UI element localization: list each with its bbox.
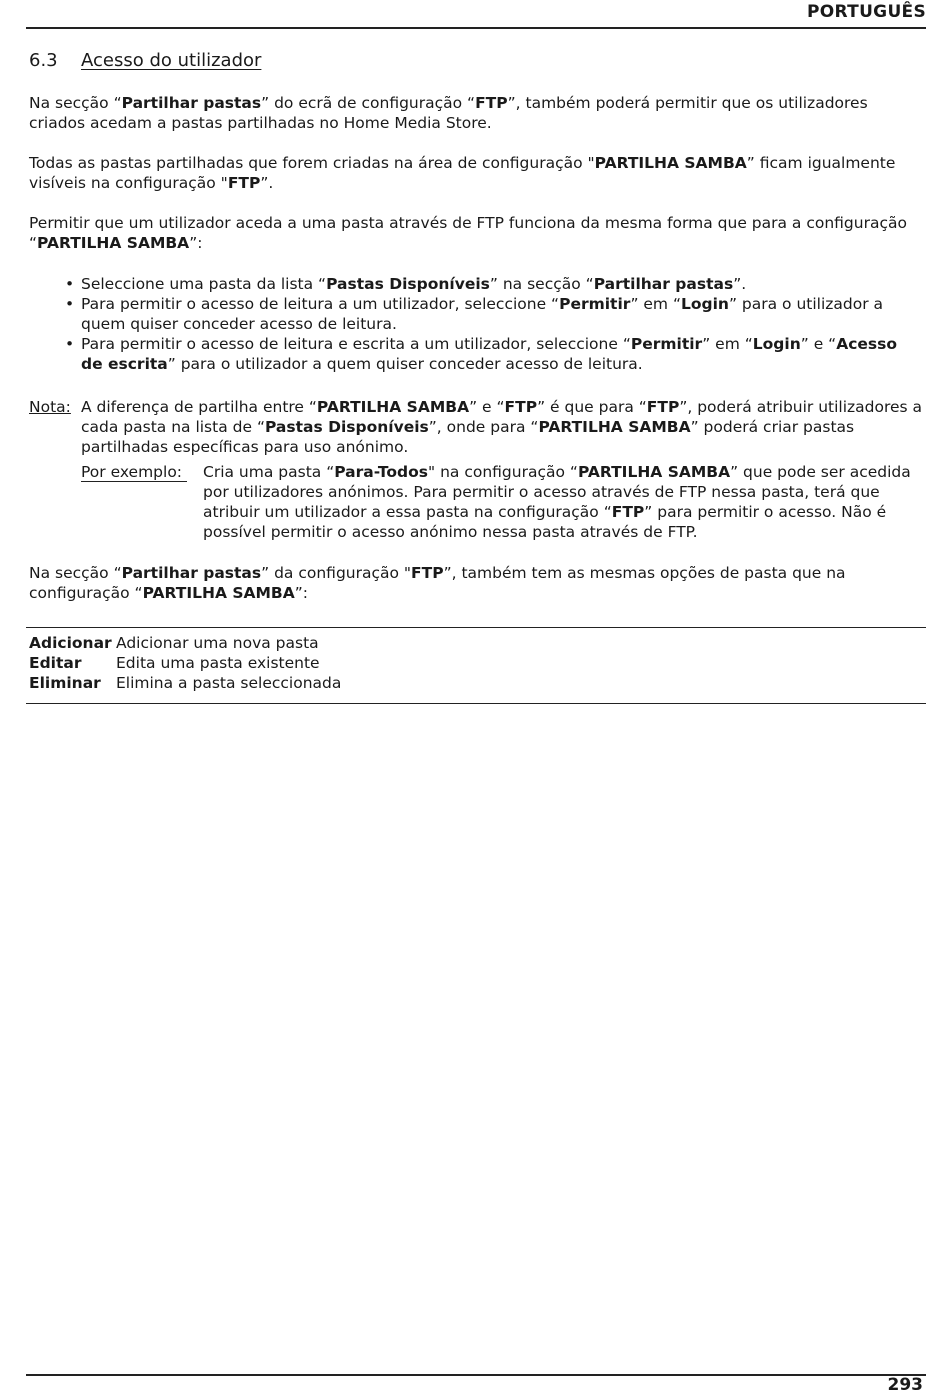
- example-block: [81, 462, 923, 542]
- emphasis-text: Partilhar pastas: [121, 564, 262, 582]
- table-top-rule: [26, 627, 926, 628]
- emphasis-text: PARTILHA SAMBA: [577, 463, 731, 481]
- table-row: [29, 673, 341, 693]
- emphasis-text: FTP: [411, 564, 444, 582]
- section-heading: [29, 51, 261, 71]
- paragraph-2: Todas as pastas partilhadas que forem criadas na área de configuração "PARTILHA SAMBA” ficam igualmente visíveis na configuração "FTP”.: [29, 154, 896, 192]
- bullet-dot-icon: •: [65, 295, 75, 313]
- action-description: Edita uma pasta existente: [116, 654, 320, 672]
- emphasis-text: Para-Todos: [334, 463, 429, 481]
- bullet-text: Seleccione uma pasta da lista “Pastas Disponíveis” na secção “Partilhar pastas”.: [81, 275, 747, 293]
- action-term: Editar: [29, 654, 82, 672]
- paragraph-3: Permitir que um utilizador aceda a uma pasta através de FTP funciona da mesma forma que para a configuração “PARTILHA SAMBA”:: [29, 214, 907, 252]
- actions-table: [29, 633, 341, 693]
- emphasis-text: Partilhar pastas: [121, 94, 262, 112]
- emphasis-text: PARTILHA SAMBA: [37, 234, 190, 252]
- paragraph-1: Na secção “Partilhar pastas” do ecrã de configuração “FTP”, também poderá permitir que os utilizadores criados acedam a pastas partilhadas no Home Media Store.: [29, 94, 868, 132]
- example-label: Por exemplo:: [81, 462, 187, 482]
- action-term: Eliminar: [29, 674, 101, 692]
- emphasis-text: FTP: [504, 398, 538, 416]
- note-label: Nota:: [29, 398, 71, 416]
- section-title: Acesso do utilizador: [81, 50, 262, 71]
- header-rule: [26, 27, 926, 29]
- table-row: [29, 653, 341, 673]
- bullet-list: [29, 274, 919, 374]
- emphasis-text: Partilhar pastas: [593, 275, 734, 293]
- action-description: Adicionar uma nova pasta: [116, 634, 319, 652]
- table-row: [29, 633, 341, 653]
- bullet-dot-icon: •: [65, 335, 75, 353]
- note-block: [29, 397, 924, 457]
- section-number: 6.3: [29, 50, 58, 71]
- emphasis-text: Permitir: [630, 335, 703, 353]
- bullet-text: Para permitir o acesso de leitura e escrita a um utilizador, seleccione “Permitir” em “Login” e “Acesso de escrita” para o utilizador a quem quiser conceder acesso de leitura.: [81, 335, 897, 373]
- emphasis-text: Login: [752, 335, 801, 353]
- emphasis-text: Acesso de escrita: [81, 335, 897, 373]
- bullet-text: Para permitir o acesso de leitura a um utilizador, seleccione “Permitir” em “Login” para o utilizador a quem quiser conceder acesso de leitura.: [81, 295, 884, 333]
- action-description: Elimina a pasta seleccionada: [116, 674, 342, 692]
- emphasis-text: PARTILHA SAMBA: [142, 584, 295, 602]
- emphasis-text: PARTILHA SAMBA: [316, 398, 470, 416]
- emphasis-text: PARTILHA SAMBA: [594, 154, 747, 172]
- emphasis-text: FTP: [646, 398, 680, 416]
- note-text: A diferença de partilha entre “PARTILHA SAMBA” e “FTP” é que para “FTP”, poderá atribuir utilizadores a cada pasta na lista de “Pastas Disponíveis”, onde para “PARTILHA SAMBA” poderá criar pastas partilhadas específicas para uso anónimo.: [81, 398, 923, 456]
- bullet-item: [29, 334, 919, 374]
- emphasis-text: FTP: [611, 503, 645, 521]
- emphasis-text: Pastas Disponíveis: [264, 418, 429, 436]
- emphasis-text: PARTILHA SAMBA: [538, 418, 691, 436]
- action-term: Adicionar: [29, 634, 112, 652]
- table-bottom-rule: [26, 703, 926, 704]
- header-language: PORTUGUÊS: [807, 2, 926, 22]
- emphasis-text: Permitir: [559, 295, 631, 313]
- emphasis-text: Pastas Disponíveis: [326, 275, 490, 293]
- emphasis-text: Login: [681, 295, 729, 313]
- bullet-item: [29, 294, 919, 334]
- emphasis-text: FTP: [475, 94, 508, 112]
- paragraph-4: Na secção “Partilhar pastas” da configuração "FTP”, também tem as mesmas opções de pasta que na configuração “PARTILHA SAMBA”:: [29, 564, 846, 602]
- example-text: Cria uma pasta “Para-Todos" na configuração “PARTILHA SAMBA” que pode ser acedida por utilizadores anónimos. Para permitir o acesso através de FTP nessa pasta, terá que atribuir um utilizador a essa pasta na configuração “FTP” para permitir o acesso. Não é possível permitir o acesso anónimo nessa pasta através de FTP.: [203, 463, 911, 541]
- emphasis-text: FTP: [227, 174, 261, 192]
- footer-rule: [26, 1374, 926, 1376]
- bullet-dot-icon: •: [65, 275, 75, 293]
- page-number: 293: [887, 1375, 923, 1395]
- bullet-item: [29, 274, 919, 294]
